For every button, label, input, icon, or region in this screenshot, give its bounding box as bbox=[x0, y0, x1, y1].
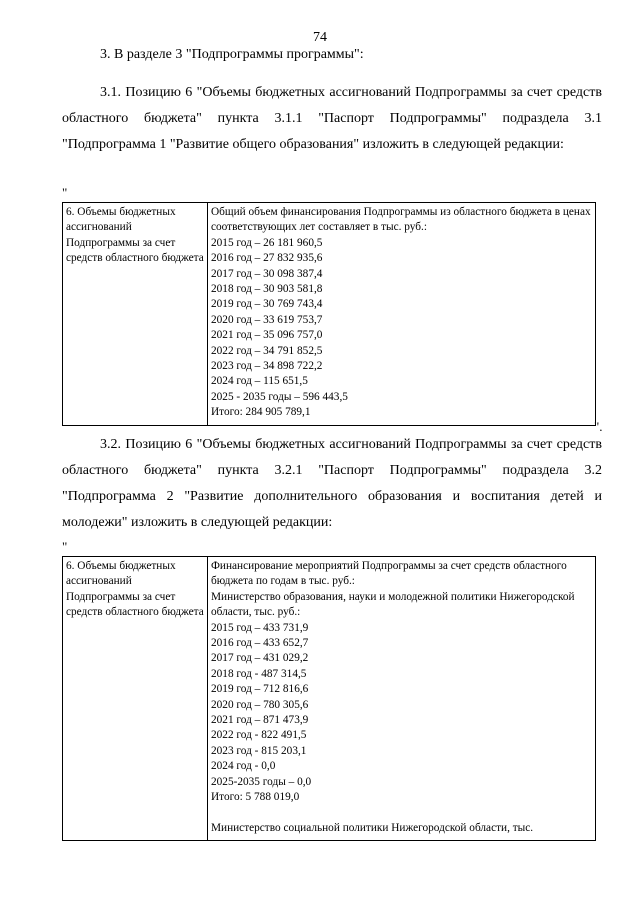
table-2-total: Итого: 5 788 019,0 bbox=[211, 791, 300, 804]
table-1-funding-cell bbox=[208, 203, 596, 426]
table-1-year-line: 2016 год – 27 832 935,6 bbox=[211, 252, 323, 265]
section-heading: 3. В разделе 3 "Подпрограммы программы": bbox=[100, 47, 364, 62]
closing-quote-1: ". bbox=[594, 419, 603, 434]
table-2-year-line: 2025-2035 годы – 0,0 bbox=[211, 775, 312, 788]
table-2-intro: Финансирование мероприятий Подпрограммы за счет средств областного бюджета по годам в тыс. руб.: bbox=[211, 560, 567, 588]
table-1-year-line: 2018 год – 30 903 581,8 bbox=[211, 283, 323, 296]
passport-table-1 bbox=[62, 202, 596, 426]
table-2-year-line: 2018 год - 487 314,5 bbox=[211, 667, 307, 680]
table-2-year-line: 2024 год - 0,0 bbox=[211, 760, 276, 773]
table-1-position-label: 6. Объемы бюджетных ассигнований Подпрограммы за счет средств областного бюджета bbox=[63, 203, 208, 426]
passport-table-2 bbox=[62, 556, 596, 841]
table-2-year-line: 2017 год – 431 029,2 bbox=[211, 652, 309, 665]
table-2-year-line: 2023 год - 815 203,1 bbox=[211, 744, 307, 757]
table-1-year-line: 2019 год – 30 769 743,4 bbox=[211, 298, 323, 311]
table-1-year-line: 2023 год – 34 898 722,2 bbox=[211, 360, 323, 373]
table-2-year-line: 2022 год - 822 491,5 bbox=[211, 729, 307, 742]
table-2-spacer bbox=[211, 806, 592, 821]
page-number: 74 bbox=[313, 30, 327, 45]
table-1-year-line: 2021 год – 35 096 757,0 bbox=[211, 329, 323, 342]
table-1-total: Итого: 284 905 789,1 bbox=[211, 406, 311, 419]
table-2-year-line: 2019 год – 712 816,6 bbox=[211, 683, 309, 696]
table-2-year-line: 2015 год – 433 731,9 bbox=[211, 621, 309, 634]
table-1-intro: Общий объем финансирования Подпрограммы из областного бюджета в ценах соответствующих лет составляет в тыс. руб.: bbox=[211, 206, 591, 234]
table-1-year-line: 2017 год – 30 098 387,4 bbox=[211, 267, 323, 280]
table-2-position-label: 6. Объемы бюджетных ассигнований Подпрограммы за счет средств областного бюджета bbox=[63, 557, 208, 841]
opening-quote-1: " bbox=[62, 185, 68, 200]
table-1-year-line: 2015 год – 26 181 960,5 bbox=[211, 236, 323, 249]
table-2-year-line: 2021 год – 871 473,9 bbox=[211, 714, 309, 727]
table-1-year-line: 2025 - 2035 годы – 596 443,5 bbox=[211, 390, 348, 403]
table-1-year-line: 2024 год – 115 651,5 bbox=[211, 375, 308, 388]
table-row bbox=[63, 557, 596, 841]
table-2-year-line: 2020 год – 780 305,6 bbox=[211, 698, 309, 711]
table-2-funding-cell bbox=[208, 557, 596, 841]
item-3-2-text: 3.2. Позицию 6 "Объемы бюджетных ассигнований Подпрограммы за счет средств областного бюджета" пункта 3.2.1 "Паспорт Подпрограммы" подраздела 3.2 "Подпрограмма 2 "Развитие дополнительного образования и воспитания детей и молодежи" изложить в следующей редакции: bbox=[62, 437, 602, 530]
table-2-year-line: 2016 год – 433 652,7 bbox=[211, 637, 309, 650]
table-1-year-line: 2020 год – 33 619 753,7 bbox=[211, 313, 323, 326]
table-2-ministry-social: Министерство социальной политики Нижегородской области, тыс. bbox=[211, 821, 534, 834]
table-row bbox=[63, 203, 596, 426]
opening-quote-2: " bbox=[62, 539, 68, 554]
table-2-ministry-education: Министерство образования, науки и молодежной политики Нижегородской области, тыс. руб.: bbox=[211, 590, 575, 619]
item-3-1-text: 3.1. Позицию 6 "Объемы бюджетных ассигнований Подпрограммы за счет средств областного бюджета" пункта 3.1.1 "Паспорт Подпрограммы" подраздела 3.1 "Подпрограмма 1 "Развитие общего образования" изложить в следующей редакции: bbox=[62, 85, 602, 152]
table-1-year-line: 2022 год – 34 791 852,5 bbox=[211, 344, 323, 357]
